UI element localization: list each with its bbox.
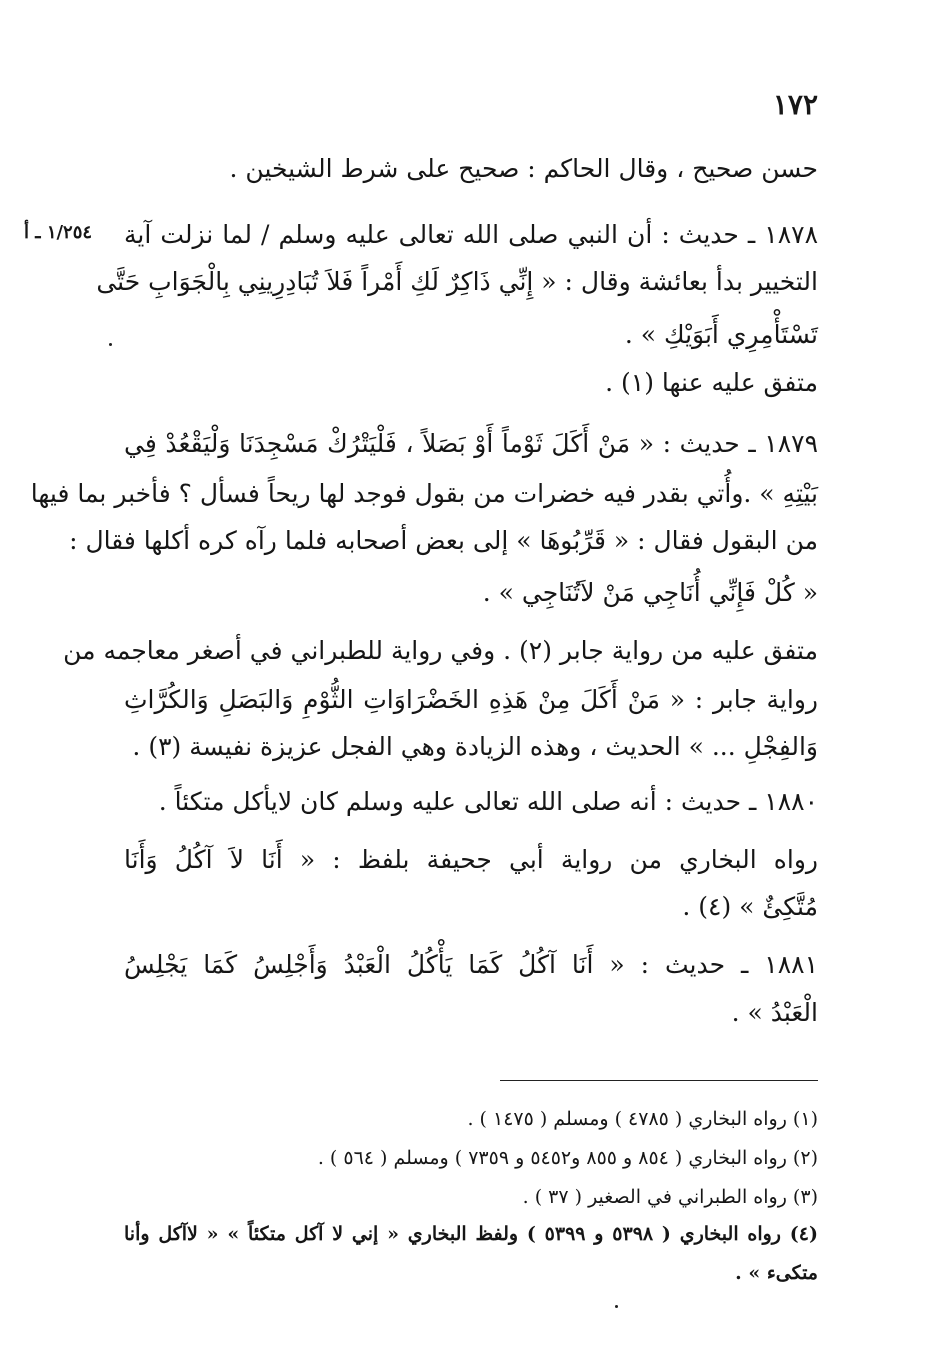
scan-speck [109,343,112,346]
footnote-4-continued: متكىء » . [735,1262,818,1284]
page-number: ١٧٢ [772,88,818,121]
footnote-1: (١) رواه البخاري ( ٤٧٨٥ ) ومسلم ( ١٤٧٥ ) . [467,1108,818,1130]
margin-reference: ١/٢٥٤ ـ أ [24,222,93,243]
scan-speck [615,1305,618,1308]
text-line: حسن صحيح ، وقال الحاكم : صحيح على شرط الشيخين . [229,154,818,183]
hadith-1880-line: ١٨٨٠ ـ حديث : أنه صلى الله تعالى عليه وسلم كان لايأكل متكئاً . [158,787,818,816]
footnote-4: (٤) رواه البخاري ( ٥٣٩٨ و ٥٣٩٩ ) ولفظ البخاري « إني لا آكل متكئاً » « لاآكل وأنا [124,1223,818,1245]
text-line: من البقول فقال : « قَرِّبُوهَا » إلى بعض أصحابه فلما رآه كره أكلها فقال : [69,526,818,555]
footnote-divider [500,1080,818,1081]
text-line: رواه البخاري من رواية أبي جحيفة بلفظ : « أَنَا لاَ آكُلُ وَأَنَا [124,845,818,874]
text-line: التخيير بدأ بعائشة وقال : « إِنِّي ذَاكِرٌ لَكِ أَمْراً فَلاَ تُبَادِرِينِي بِالْجَوَابِ حَتَّى [96,267,818,296]
hadith-1881-line: ١٨٨١ ـ حديث : « أَنَا آكُلُ كَمَا يَأْكُلُ الْعَبْدُ وَأَجْلِسُ كَمَا يَجْلِسُ [124,950,818,979]
text-line: الْعَبْدُ » . [731,998,818,1027]
text-line: وَالفِجْلِ ... » الحديث ، وهذه الزيادة وهي الفجل عزيزة نفيسة (٣) . [132,732,818,761]
hadith-1879-line: ١٨٧٩ ـ حديث : « مَنْ أَكَلَ ثَوْماً أَوْ بَصَلاً ، فَلْيَتْرُكْ مَسْجِدَنَا وَلْيَقْعُدْ فِي [124,429,818,458]
text-line: بَيْتِهِ » .وأُتي بقدر فيه خضرات من بقول فوجد لها ريحاً فسأل ؟ فأخبر بما فيها [30,479,818,508]
text-line: « كُلْ فَإِنِّي أُنَاجِي مَنْ لاَتُنَاجِي » . [482,578,818,607]
text-line: متفق عليه من رواية جابر (٢) . وفي رواية للطبراني في أصغر معاجمه من [63,636,818,665]
text-line: رواية جابر : « مَنْ أَكَلَ مِنْ هَذِهِ الخَضْرَاوَاتِ الثُّوْمِ وَالبَصَلِ وَالكُرَّاثِ [124,685,818,714]
text-line: مُتَّكِئٌ » (٤) . [682,892,818,921]
hadith-1878-line: ١٨٧٨ ـ حديث : أن النبي صلى الله تعالى عليه وسلم / لما نزلت آية [124,220,818,249]
footnote-3: (٣) رواه الطبراني في الصغير ( ٣٧ ) . [522,1186,818,1208]
text-line: تَسْتَأْمِرِي أَبَوَيْكِ » . [624,320,818,349]
text-line: متفق عليه عنها (١) . [605,368,818,397]
footnote-2: (٢) رواه البخاري ( ٨٥٤ و ٨٥٥ و٥٤٥٢ و ٧٣٥٩ ) ومسلم ( ٥٦٤ ) . [317,1147,818,1169]
